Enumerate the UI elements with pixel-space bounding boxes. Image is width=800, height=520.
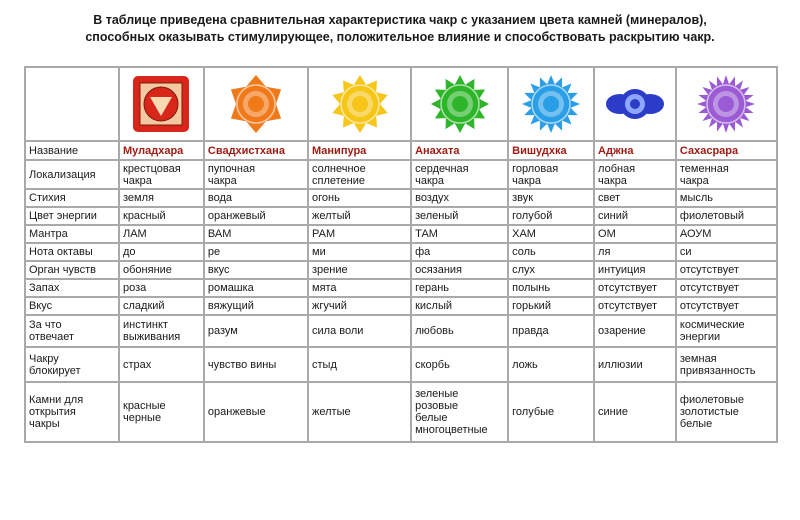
cell-text: вкус <box>207 264 230 276</box>
table-cell <box>309 226 410 242</box>
table-cell <box>205 316 307 346</box>
cell-text: ОМ <box>598 228 616 240</box>
cell-text: желтый <box>312 210 351 222</box>
cell-text: страх <box>123 358 152 371</box>
table-cell <box>205 280 307 296</box>
cell-text: воздух <box>415 192 450 204</box>
cell-text: красный <box>123 210 166 222</box>
table-cell <box>120 208 203 224</box>
cell-text: Чакру <box>29 352 59 365</box>
table-cell <box>120 244 203 260</box>
table-cell <box>309 208 410 224</box>
table-cell <box>509 244 593 260</box>
table-row-mantra <box>26 226 776 242</box>
cell-text: Вкус <box>29 300 53 312</box>
chakra-name <box>412 142 507 159</box>
cell-text: чакры <box>29 418 60 430</box>
table-row-taste <box>26 298 776 314</box>
table-cell <box>595 208 675 224</box>
cell-text: фиолетовый <box>679 210 745 222</box>
table-cell <box>205 190 307 206</box>
cell-text: отсутствует <box>679 282 739 294</box>
cell-text: За что <box>29 319 62 331</box>
table-cell <box>509 208 593 224</box>
cell-text: голубой <box>512 210 553 222</box>
table-cell <box>677 161 776 188</box>
cell-text: ми <box>312 246 326 258</box>
cell-text: инстинкт <box>123 319 168 331</box>
cell-text: многоцветные <box>415 424 488 436</box>
table-cell <box>205 244 307 260</box>
chakra-table <box>24 66 778 443</box>
cell-text: герань <box>415 282 450 294</box>
cell-text: теменная <box>679 162 729 175</box>
cell-text: золотистые <box>679 406 739 418</box>
ajna-symbol-icon <box>604 73 666 135</box>
cell-text: соль <box>512 246 536 258</box>
cell-text: энергии <box>679 331 721 343</box>
cell-text: роза <box>123 282 147 294</box>
cell-text: синий <box>598 210 629 222</box>
table-row-energy-color <box>26 208 776 224</box>
cell-text: земля <box>123 192 154 204</box>
svadhisthana-symbol-icon <box>225 73 287 135</box>
table-cell <box>120 383 203 441</box>
cell-text: до <box>123 246 136 258</box>
chakra-name <box>595 142 675 159</box>
cell-text: ВАМ <box>207 228 232 240</box>
table-cell <box>677 298 776 314</box>
row-label <box>26 316 118 346</box>
table-cell <box>205 262 307 278</box>
cell-text: жгучий <box>312 300 347 312</box>
table-cell <box>677 316 776 346</box>
table-cell <box>309 383 410 441</box>
cell-text: блокирует <box>29 364 81 377</box>
table-cell <box>677 280 776 296</box>
table-cell <box>595 298 675 314</box>
table-cell <box>412 226 507 242</box>
table-cell <box>120 190 203 206</box>
cell-text: отсутствует <box>598 300 658 312</box>
cell-text: чакра <box>415 174 444 187</box>
chakra-symbol-cell <box>412 68 507 140</box>
cell-text: осязания <box>415 264 463 276</box>
chakra-name <box>677 142 776 159</box>
cell-text: отсутствует <box>598 282 658 294</box>
sahasrara-symbol-icon <box>695 73 757 135</box>
table-row-stones <box>26 383 776 441</box>
cell-text: фа <box>415 246 431 258</box>
chakra-symbol-cell <box>205 68 307 140</box>
cell-text: иллюзии <box>598 358 643 371</box>
cell-text: чакра <box>679 174 709 187</box>
cell-text: полынь <box>512 282 551 294</box>
cell-text: кислый <box>415 300 453 312</box>
cell-text: скорбь <box>415 358 450 371</box>
row-label <box>26 262 118 278</box>
cell-text: ложь <box>512 358 538 371</box>
anahata-symbol-icon <box>429 73 491 135</box>
cell-text: мысль <box>679 192 714 204</box>
cell-text: отсутствует <box>679 264 739 276</box>
cell-text: интуиция <box>598 264 646 276</box>
table-cell <box>309 262 410 278</box>
cell-text: Цвет энергии <box>29 210 97 222</box>
table-cell <box>120 161 203 188</box>
cell-text: Локализация <box>29 168 96 181</box>
cell-text: привязанность <box>679 364 756 377</box>
row-label <box>26 208 118 224</box>
cell-text: Вишудхка <box>512 144 567 157</box>
cell-text: чакра <box>512 174 542 187</box>
cell-text: выживания <box>123 331 181 343</box>
table-cell <box>509 280 593 296</box>
cell-text: сердечная <box>415 162 469 175</box>
table-cell <box>205 298 307 314</box>
cell-text: отсутствует <box>679 300 739 312</box>
table-cell <box>309 298 410 314</box>
table-cell <box>595 190 675 206</box>
cell-text: открытия <box>29 406 76 418</box>
cell-text: белые <box>679 418 713 430</box>
cell-text: лобная <box>598 162 636 175</box>
cell-text: правда <box>512 325 549 337</box>
cell-text: оранжевые <box>207 406 266 418</box>
cell-text: АОУМ <box>679 228 712 240</box>
cell-text: огонь <box>312 192 340 204</box>
table-cell <box>120 280 203 296</box>
empty-corner-cell <box>26 68 118 140</box>
cell-text: разум <box>207 325 238 337</box>
table-cell <box>677 262 776 278</box>
cell-text: Сахасрара <box>679 144 739 157</box>
table-cell <box>309 348 410 381</box>
cell-text: чакра <box>598 174 627 187</box>
names-row <box>26 142 776 159</box>
table-row-location <box>26 161 776 188</box>
table-cell <box>412 298 507 314</box>
chakra-symbol-cell <box>677 68 776 140</box>
table-cell <box>120 226 203 242</box>
cell-text: Анахата <box>415 144 460 157</box>
table-cell <box>677 226 776 242</box>
table-cell <box>205 348 307 381</box>
cell-text: сплетение <box>312 174 365 187</box>
intro-line-1: В таблице приведена сравнительная характеристика чакр с указанием цвета камней (минералов), <box>93 13 707 27</box>
cell-text: ромашка <box>207 282 254 294</box>
table-cell <box>120 262 203 278</box>
table-row-organ <box>26 262 776 278</box>
cell-text: мята <box>312 282 337 294</box>
cell-text: красные <box>123 400 166 412</box>
table-cell <box>677 208 776 224</box>
cell-text: солнечное <box>312 162 366 175</box>
table-cell <box>509 316 593 346</box>
cell-text: белые <box>415 412 448 424</box>
table-cell <box>309 244 410 260</box>
cell-text: пупочная <box>207 162 256 175</box>
cell-text: слух <box>512 264 536 276</box>
cell-text: отвечает <box>29 331 75 343</box>
cell-text: Нота октавы <box>29 246 93 258</box>
cell-text: вяжущий <box>207 300 254 312</box>
table-row-smell <box>26 280 776 296</box>
table-cell <box>412 280 507 296</box>
cell-text: Свадхистхана <box>207 144 285 157</box>
cell-text: Стихия <box>29 192 66 204</box>
cell-text: чувство вины <box>207 358 277 371</box>
table-cell <box>509 226 593 242</box>
cell-text: Запах <box>29 282 60 294</box>
table-cell <box>205 383 307 441</box>
cell-text: обоняние <box>123 264 172 276</box>
row-label <box>26 280 118 296</box>
row-label <box>26 226 118 242</box>
table-cell <box>509 348 593 381</box>
chakra-symbol-cell <box>120 68 203 140</box>
chakra-name <box>205 142 307 159</box>
table-cell <box>509 298 593 314</box>
cell-text: зрение <box>312 264 348 276</box>
row-label <box>26 142 118 159</box>
table-cell <box>595 280 675 296</box>
table-cell <box>595 316 675 346</box>
table-cell <box>309 161 410 188</box>
table-cell <box>309 280 410 296</box>
cell-text: синие <box>598 406 629 418</box>
chakra-symbol-cell <box>309 68 410 140</box>
cell-text: звук <box>512 192 534 204</box>
cell-text: Манипура <box>312 144 367 157</box>
row-label <box>26 190 118 206</box>
chakra-name <box>509 142 593 159</box>
table-cell <box>595 161 675 188</box>
table-cell <box>595 226 675 242</box>
table-cell <box>309 190 410 206</box>
cell-text: вода <box>207 192 233 204</box>
muladhara-symbol-icon <box>130 73 192 135</box>
table-cell <box>120 298 203 314</box>
cell-text: ТАМ <box>415 228 438 240</box>
chakra-name <box>120 142 203 159</box>
table-cell <box>595 244 675 260</box>
cell-text: оранжевый <box>207 210 266 222</box>
cell-text: чакра <box>207 174 237 187</box>
cell-text: ХАМ <box>512 228 536 240</box>
table-cell <box>509 383 593 441</box>
table-cell <box>120 316 203 346</box>
cell-text: ЛАМ <box>123 228 147 240</box>
table-cell <box>595 383 675 441</box>
row-label <box>26 383 118 441</box>
vishuddha-symbol-icon <box>520 73 582 135</box>
cell-text: черные <box>123 412 162 424</box>
table-cell <box>509 161 593 188</box>
chakra-symbol-cell <box>595 68 675 140</box>
cell-text: Название <box>29 144 79 157</box>
row-label <box>26 298 118 314</box>
table-row-element <box>26 190 776 206</box>
cell-text: горький <box>512 300 551 312</box>
table-cell <box>205 161 307 188</box>
cell-text: Орган чувств <box>29 264 97 276</box>
cell-text: ре <box>207 246 221 258</box>
table-cell <box>412 190 507 206</box>
table-cell <box>205 208 307 224</box>
chakra-name <box>309 142 410 159</box>
symbols-row <box>26 68 776 140</box>
table-cell <box>412 208 507 224</box>
table-cell <box>595 262 675 278</box>
row-label <box>26 348 118 381</box>
cell-text: земная <box>679 352 717 365</box>
manipura-symbol-icon <box>329 73 391 135</box>
cell-text: космические <box>679 319 745 331</box>
table-cell <box>412 161 507 188</box>
table-cell <box>595 348 675 381</box>
cell-text: Аджна <box>598 144 634 157</box>
cell-text: розовые <box>415 400 459 412</box>
table-cell <box>677 190 776 206</box>
cell-text: крестцовая <box>123 162 181 175</box>
cell-text: зеленые <box>415 388 459 400</box>
table-row-blocks <box>26 348 776 381</box>
table-cell <box>412 316 507 346</box>
table-cell <box>412 348 507 381</box>
intro-line-2: способных оказывать стимулирующее, положительное влияние и способствовать раскрытию чакр. <box>85 30 715 44</box>
table-row-responsible <box>26 316 776 346</box>
cell-text: сила воли <box>312 325 364 337</box>
row-label <box>26 161 118 188</box>
row-label <box>26 244 118 260</box>
cell-text: чакра <box>123 174 152 187</box>
table-cell <box>509 262 593 278</box>
cell-text: фиолетовые <box>679 394 745 406</box>
table-cell <box>120 348 203 381</box>
cell-text: РАМ <box>312 228 336 240</box>
table-cell <box>677 348 776 381</box>
cell-text: любовь <box>415 325 454 337</box>
intro-text <box>0 12 800 46</box>
table-cell <box>412 244 507 260</box>
table-cell <box>309 316 410 346</box>
cell-text: стыд <box>312 358 337 371</box>
cell-text: горловая <box>512 162 559 175</box>
cell-text: си <box>679 246 692 258</box>
cell-text: озарение <box>598 325 646 337</box>
cell-text: свет <box>598 192 621 204</box>
table-cell <box>509 190 593 206</box>
cell-text: Мантра <box>29 228 68 240</box>
table-cell <box>412 383 507 441</box>
table-cell <box>677 383 776 441</box>
chakra-symbol-cell <box>509 68 593 140</box>
table-cell <box>412 262 507 278</box>
cell-text: Муладхара <box>123 144 184 157</box>
cell-text: голубые <box>512 406 555 418</box>
table-row-note <box>26 244 776 260</box>
cell-text: желтые <box>312 406 351 418</box>
cell-text: зеленый <box>415 210 459 222</box>
table-cell <box>205 226 307 242</box>
cell-text: сладкий <box>123 300 165 312</box>
cell-text: Камни для <box>29 394 84 406</box>
table-cell <box>677 244 776 260</box>
cell-text: ля <box>598 246 611 258</box>
